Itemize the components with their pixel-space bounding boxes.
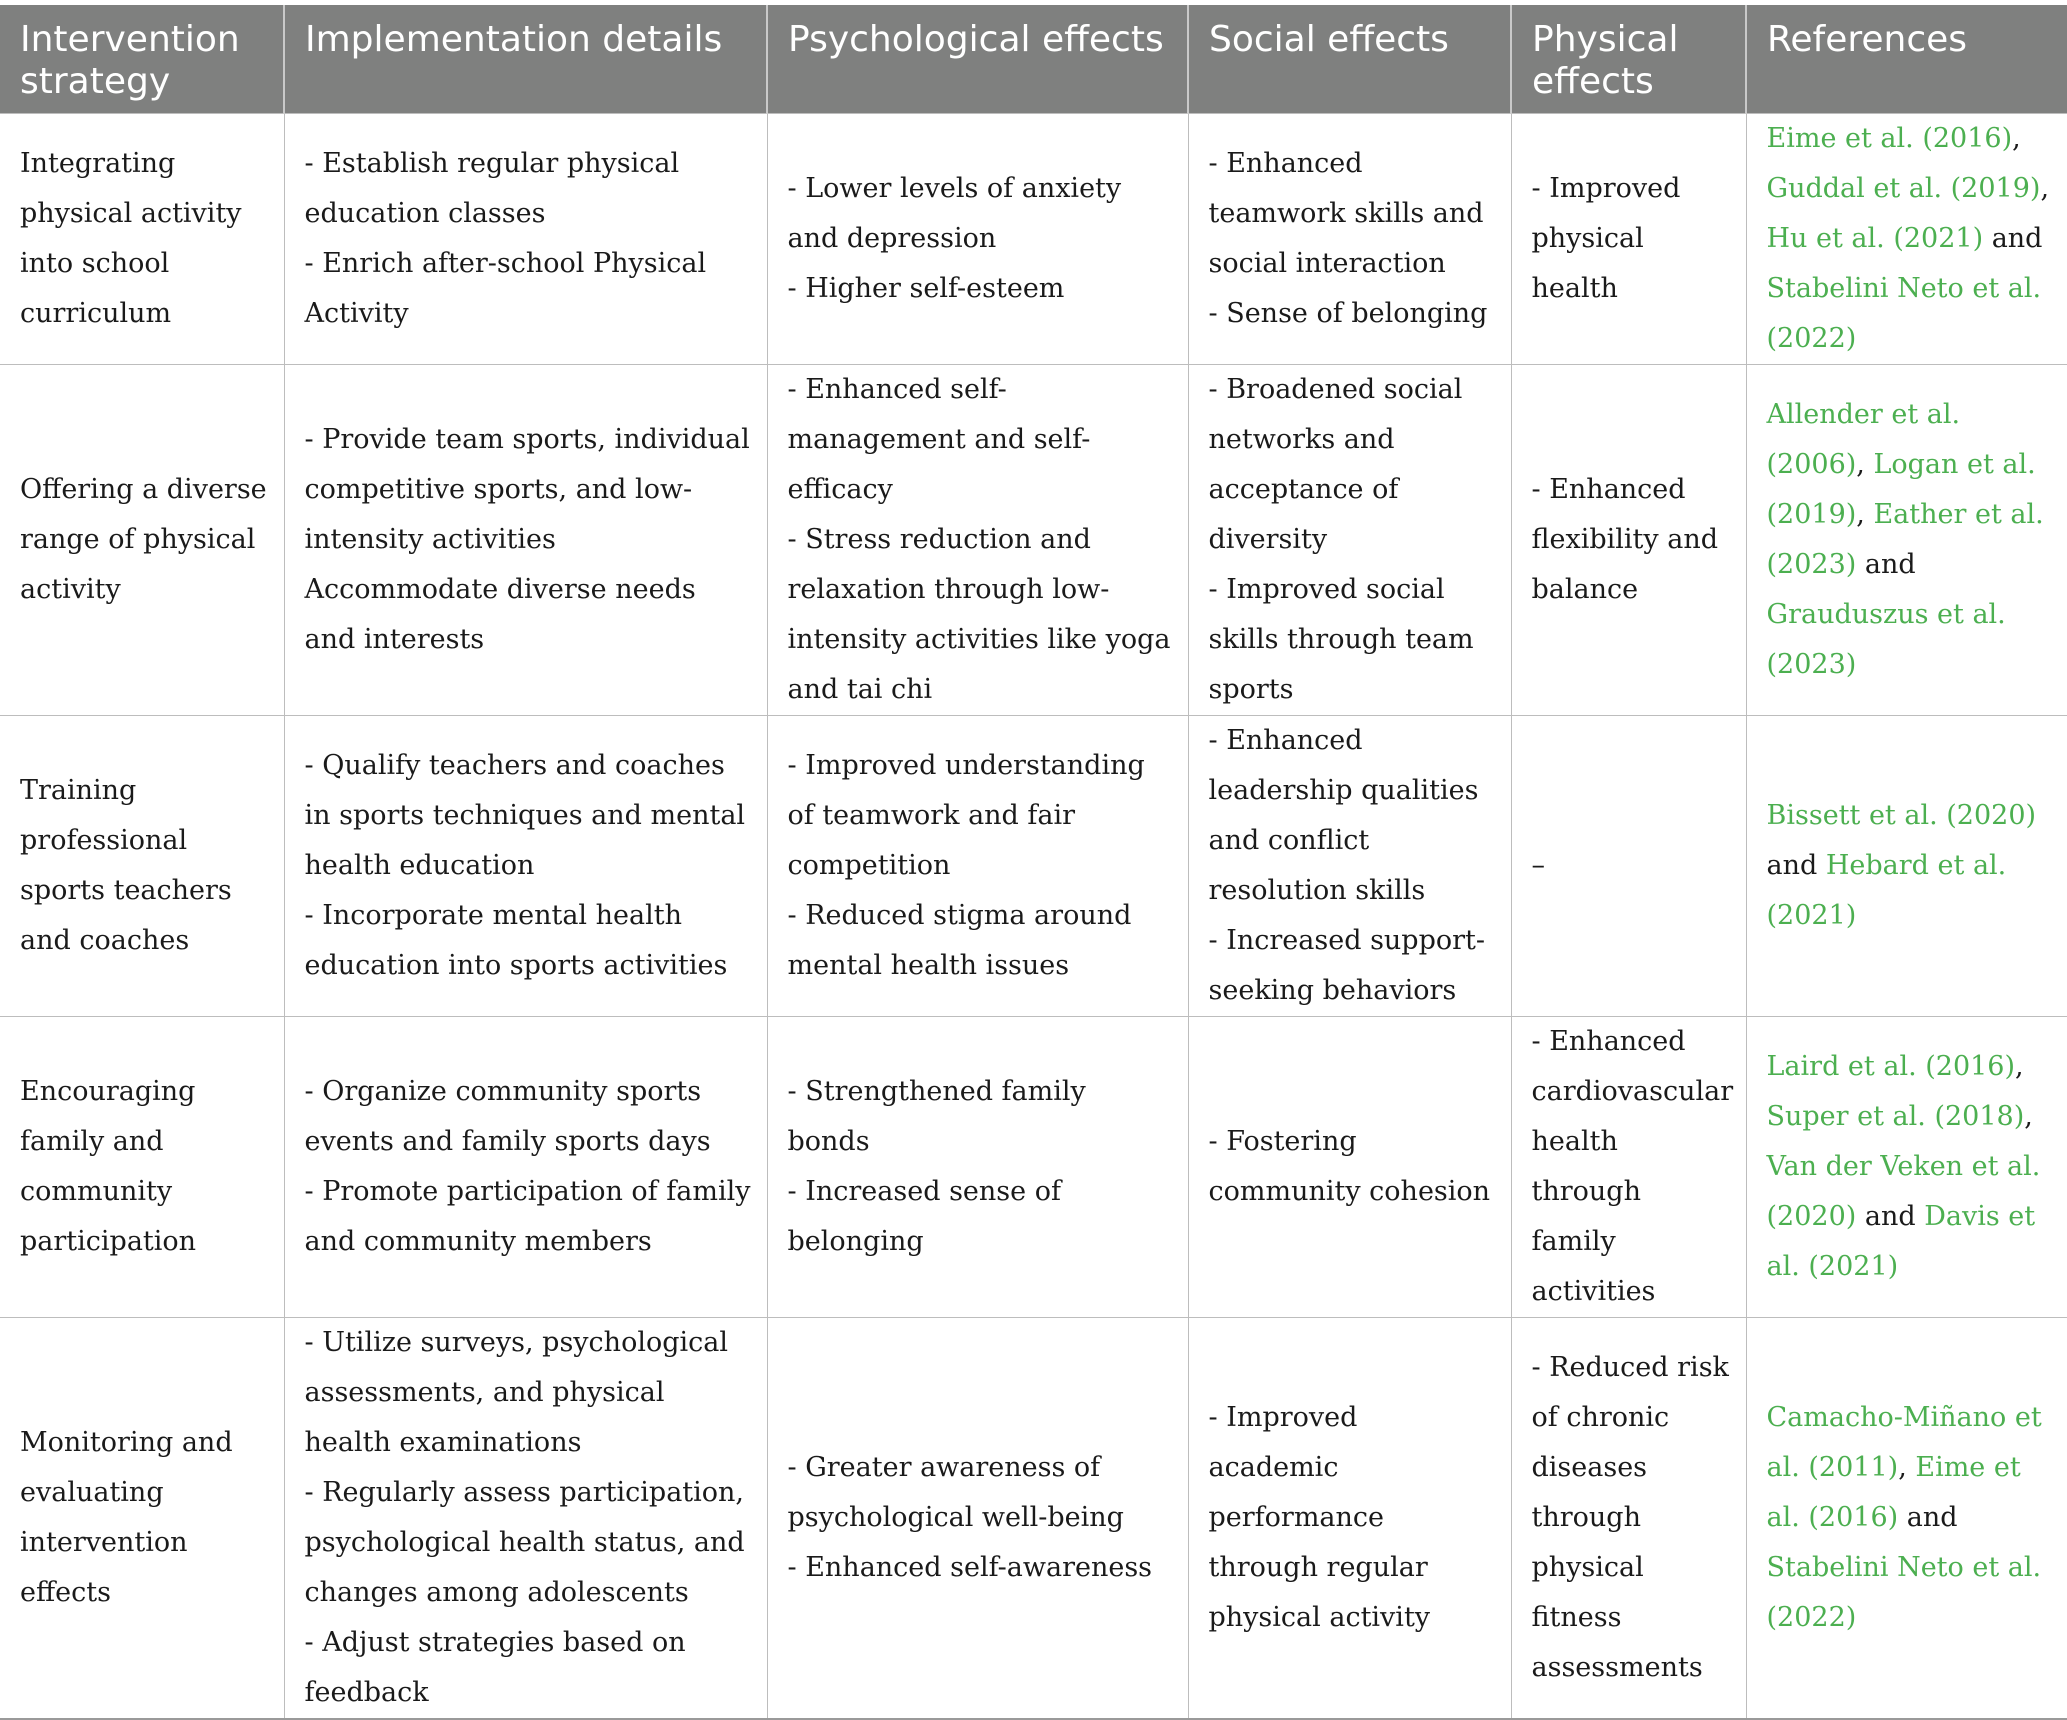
physical-line: - Enhanced flexibility and balance bbox=[1531, 474, 1718, 605]
reference-separator: and bbox=[1856, 1201, 1925, 1232]
cell-references bbox=[1746, 1318, 2067, 1720]
implementation-line: - Enrich after-school Physical Activity bbox=[304, 248, 707, 329]
table-body bbox=[0, 114, 2067, 1720]
reference-separator: , bbox=[1856, 499, 1874, 530]
cell-implementation bbox=[284, 365, 767, 716]
reference-link[interactable]: Guddal et al. (2019) bbox=[1766, 173, 2041, 204]
reference-separator: , bbox=[1856, 449, 1874, 480]
table-row bbox=[0, 1017, 2067, 1318]
cell-strategy: Offering a diverse range of physical activity bbox=[0, 365, 284, 716]
physical-line: - Enhanced cardiovascular health through family activities bbox=[1531, 1026, 1734, 1307]
psychological-line: - Higher self-esteem bbox=[787, 273, 1065, 304]
social-line: - Improved academic performance through regular physical activity bbox=[1208, 1402, 1431, 1633]
header-physical-effects: Physical effects bbox=[1511, 5, 1746, 114]
reference-link[interactable]: Van der Veken et al. (2020) bbox=[1766, 1151, 2041, 1232]
header-psychological-effects: Psychological effects bbox=[767, 5, 1188, 114]
cell-social bbox=[1188, 716, 1511, 1017]
implementation-line: - Provide team sports, individual competitive sports, and low-intensity activities bbox=[304, 424, 750, 555]
psychological-line: - Lower levels of anxiety and depression bbox=[787, 173, 1122, 254]
cell-implementation bbox=[284, 1017, 767, 1318]
implementation-line: - Qualify teachers and coaches in sports techniques and mental health education bbox=[304, 750, 746, 881]
reference-link[interactable]: Hebard et al. (2021) bbox=[1766, 850, 2007, 931]
header-intervention-strategy: Intervention strategy bbox=[0, 5, 284, 114]
cell-psychological bbox=[767, 1318, 1188, 1720]
cell-strategy: Encouraging family and community participation bbox=[0, 1017, 284, 1318]
cell-psychological bbox=[767, 716, 1188, 1017]
header-implementation-details: Implementation details bbox=[284, 5, 767, 114]
cell-references bbox=[1746, 1017, 2067, 1318]
reference-separator: and bbox=[1856, 549, 1916, 580]
cell-psychological bbox=[767, 1017, 1188, 1318]
reference-separator: , bbox=[2012, 123, 2021, 154]
reference-link[interactable]: Grauduszus et al. (2023) bbox=[1766, 599, 2006, 680]
psychological-line: - Stress reduction and relaxation through low-intensity activities like yoga and tai chi bbox=[787, 524, 1171, 705]
table-row bbox=[0, 365, 2067, 716]
social-line: - Increased support-seeking behaviors bbox=[1208, 925, 1486, 1006]
cell-social bbox=[1188, 114, 1511, 365]
cell-psychological bbox=[767, 114, 1188, 365]
physical-line: - Improved physical health bbox=[1531, 173, 1681, 304]
implementation-line: Accommodate diverse needs and interests bbox=[304, 574, 696, 655]
reference-link[interactable]: Davis et al. (2021) bbox=[1766, 1201, 2036, 1282]
psychological-line: - Reduced stigma around mental health issues bbox=[787, 900, 1132, 981]
table-row bbox=[0, 1318, 2067, 1720]
cell-physical bbox=[1511, 365, 1746, 716]
table-row bbox=[0, 716, 2067, 1017]
header-row bbox=[0, 5, 2067, 114]
reference-link[interactable]: Logan et al. (2019) bbox=[1766, 449, 2036, 530]
table-header bbox=[0, 5, 2067, 114]
cell-references bbox=[1746, 365, 2067, 716]
reference-separator: , bbox=[2015, 1051, 2024, 1082]
cell-references bbox=[1746, 716, 2067, 1017]
psychological-line: - Improved understanding of teamwork and fair competition bbox=[787, 750, 1145, 881]
social-line: - Fostering community cohesion bbox=[1208, 1126, 1491, 1207]
reference-link[interactable]: Eather et al. (2023) bbox=[1766, 499, 2044, 580]
psychological-line: - Greater awareness of psychological well-being bbox=[787, 1452, 1124, 1533]
reference-link[interactable]: Super et al. (2018) bbox=[1766, 1101, 2025, 1132]
reference-separator: , bbox=[2040, 173, 2050, 204]
reference-separator: and bbox=[1766, 850, 1826, 881]
table-row bbox=[0, 114, 2067, 365]
psychological-line: - Enhanced self-management and self-efficacy bbox=[787, 374, 1091, 505]
social-line: - Enhanced teamwork skills and social interaction bbox=[1208, 148, 1484, 279]
cell-physical bbox=[1511, 716, 1746, 1017]
cell-physical bbox=[1511, 114, 1746, 365]
physical-line: – bbox=[1531, 850, 1545, 881]
cell-strategy: Training professional sports teachers and coaches bbox=[0, 716, 284, 1017]
reference-link[interactable]: Eime et al. (2016) bbox=[1766, 123, 2013, 154]
header-social-effects: Social effects bbox=[1188, 5, 1511, 114]
cell-psychological bbox=[767, 365, 1188, 716]
reference-link[interactable]: Stabelini Neto et al. (2022) bbox=[1766, 273, 2042, 354]
interventions-table bbox=[0, 5, 2067, 1720]
cell-social bbox=[1188, 1318, 1511, 1720]
social-line: - Broadened social networks and acceptance of diversity bbox=[1208, 374, 1463, 555]
implementation-line: - Adjust strategies based on feedback bbox=[304, 1627, 686, 1708]
reference-separator: and bbox=[1983, 223, 2043, 254]
social-line: - Enhanced leadership qualities and conflict resolution skills bbox=[1208, 725, 1479, 906]
reference-link[interactable]: Laird et al. (2016) bbox=[1766, 1051, 2016, 1082]
social-line: - Sense of belonging bbox=[1208, 298, 1488, 329]
reference-link[interactable]: Hu et al. (2021) bbox=[1766, 223, 1984, 254]
psychological-line: - Increased sense of belonging bbox=[787, 1176, 1061, 1257]
header-references: References bbox=[1746, 5, 2067, 114]
cell-physical bbox=[1511, 1017, 1746, 1318]
implementation-line: - Utilize surveys, psychological assessments, and physical health examinations bbox=[304, 1327, 728, 1458]
cell-social bbox=[1188, 365, 1511, 716]
reference-separator: , bbox=[1898, 1452, 1916, 1483]
implementation-line: - Promote participation of family and community members bbox=[304, 1176, 751, 1257]
implementation-line: - Organize community sports events and family sports days bbox=[304, 1076, 711, 1157]
implementation-line: - Incorporate mental health education into sports activities bbox=[304, 900, 728, 981]
cell-implementation bbox=[284, 1318, 767, 1720]
physical-line: - Reduced risk of chronic diseases through physical fitness assessments bbox=[1531, 1352, 1729, 1683]
cell-social bbox=[1188, 1017, 1511, 1318]
reference-link[interactable]: Camacho-Miñano et al. (2011) bbox=[1766, 1402, 2042, 1483]
psychological-line: - Strengthened family bonds bbox=[787, 1076, 1086, 1157]
cell-strategy: Integrating physical activity into school curriculum bbox=[0, 114, 284, 365]
cell-references bbox=[1746, 114, 2067, 365]
reference-separator: , bbox=[2024, 1101, 2033, 1132]
cell-strategy: Monitoring and evaluating intervention effects bbox=[0, 1318, 284, 1720]
cell-implementation bbox=[284, 114, 767, 365]
cell-physical bbox=[1511, 1318, 1746, 1720]
cell-implementation bbox=[284, 716, 767, 1017]
reference-link[interactable]: Allender et al. (2006) bbox=[1766, 399, 1961, 480]
reference-link[interactable]: Eime et al. (2016) bbox=[1766, 1452, 2021, 1533]
social-line: - Improved social skills through team sports bbox=[1208, 574, 1474, 705]
reference-separator: and bbox=[1898, 1502, 1958, 1533]
reference-link[interactable]: Bissett et al. (2020) bbox=[1766, 800, 2037, 831]
implementation-line: - Establish regular physical education classes bbox=[304, 148, 680, 229]
implementation-line: - Regularly assess participation, psychological health status, and changes among adolescents bbox=[304, 1477, 745, 1608]
psychological-line: - Enhanced self-awareness bbox=[787, 1552, 1153, 1583]
reference-link[interactable]: Stabelini Neto et al. (2022) bbox=[1766, 1552, 2042, 1633]
